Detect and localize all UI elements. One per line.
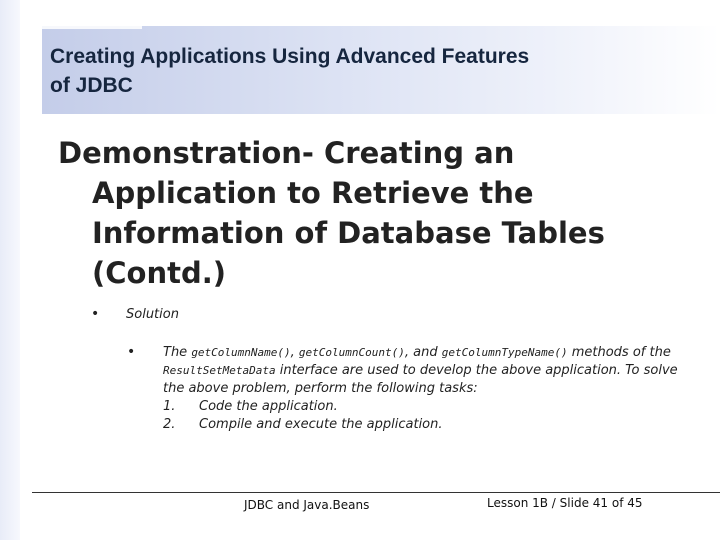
left-decorative-strip <box>0 0 20 540</box>
main-title-line-2: Application to Retrieve the <box>92 176 534 210</box>
task-number: 1. <box>163 399 176 414</box>
task-item-2 <box>163 416 683 434</box>
header-title-line-1: Creating Applications Using Advanced Features <box>50 45 530 68</box>
footer-slide-number: Lesson 1B / Slide 41 of 45 <box>487 496 643 510</box>
sub-bullet-dot-icon: • <box>127 344 136 360</box>
task-item-1 <box>163 398 683 416</box>
task-number: 2. <box>163 417 176 432</box>
slide-main-title <box>58 133 658 293</box>
code-getcolumntypename: getColumnTypeName() <box>441 346 568 359</box>
task-text: Code the application. <box>199 399 338 414</box>
para-text-3: , and <box>404 345 442 360</box>
main-title-line-3: Information of Database Tables <box>92 216 605 250</box>
header-title-line-2: of JDBC <box>50 74 133 97</box>
para-text-2: , <box>290 345 299 360</box>
solution-paragraph <box>163 344 683 434</box>
main-title-line-4: (Contd.) <box>92 256 226 290</box>
header-accent-line <box>42 26 142 29</box>
slide-header-title <box>50 42 690 100</box>
code-getcolumncount: getColumnCount() <box>298 346 405 359</box>
task-text: Compile and execute the application. <box>199 417 443 432</box>
para-text-1: The <box>163 345 192 360</box>
footer-course-name: JDBC and Java.Beans <box>244 498 370 512</box>
para-text-4: methods of the <box>567 345 671 360</box>
para-text-5: interface are used to develop the above application. To solve the above problem, perform the following tasks: <box>163 363 678 396</box>
code-resultsetmetadata: ResultSetMetaData <box>163 364 276 377</box>
main-title-line-1: Demonstration- Creating an <box>58 136 515 170</box>
code-getcolumnname: getColumnName() <box>191 346 291 359</box>
bullet-dot-icon: • <box>91 306 100 322</box>
bullet-solution-label: Solution <box>126 307 179 322</box>
footer-divider <box>32 492 720 493</box>
